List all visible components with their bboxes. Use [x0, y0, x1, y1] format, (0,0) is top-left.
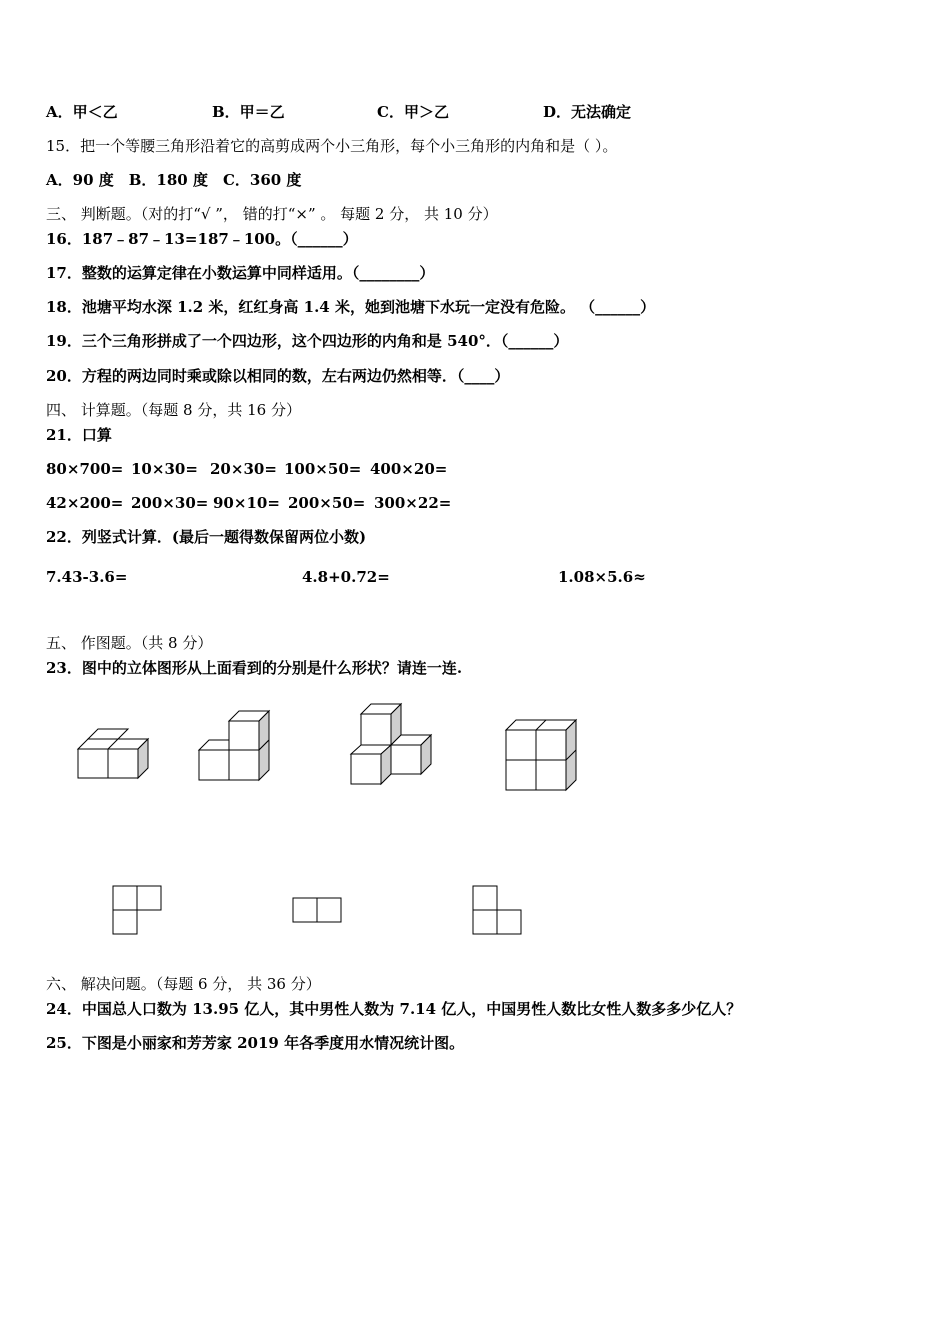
calc-item: 20×30=: [210, 460, 277, 478]
calc-item: 300×22=: [374, 494, 452, 512]
section4-title: 四、 计算题。（每题 8 分，共 16 分）: [46, 401, 301, 419]
q14-option-c: C．甲＞乙: [377, 103, 449, 121]
calc-item: 90×10=: [213, 494, 280, 512]
calc-item: 10×30=: [131, 460, 198, 478]
q14-option-b: B．甲＝乙: [212, 103, 285, 121]
solid-figure-2: [193, 708, 277, 786]
top-view-3: [470, 884, 524, 936]
q14-option-a: A．甲＜乙: [46, 103, 118, 121]
q25-text: 25．下图是小丽家和芳芳家 2019 年各季度用水情况统计图。: [46, 1034, 465, 1052]
calc-item: 200×30=: [131, 494, 209, 512]
solid-figure-1: [70, 722, 154, 784]
calc-item: 200×50=: [288, 494, 366, 512]
q17-text: 17．整数的运算定律在小数运算中同样适用。（________）: [46, 264, 435, 282]
calc-item: 400×20=: [370, 460, 448, 478]
vertical-calc-item: 7.43-3.6=: [46, 568, 128, 586]
q23-text: 23．图中的立体图形从上面看到的分别是什么形状？请连一连.: [46, 659, 463, 677]
q16-text: 16．187﹣87﹣13=187﹣100。（______）: [46, 230, 358, 248]
q15-options: A．90 度 B．180 度 C．360 度: [46, 171, 302, 189]
q18-text: 18．池塘平均水深 1.2 米，红红身高 1.4 米，她到池塘下水玩一定没有危险。 （______）: [46, 298, 656, 316]
q21-title: 21．口算: [46, 426, 112, 444]
top-view-1: [110, 884, 164, 936]
q19-text: 19．三个三角形拼成了一个四边形，这个四边形的内角和是 540°．（______）: [46, 332, 569, 350]
section6-title: 六、 解决问题。（每题 6 分， 共 36 分）: [46, 975, 321, 993]
calc-item: 42×200=: [46, 494, 124, 512]
calc-item: 80×700=: [46, 460, 124, 478]
section5-title: 五、 作图题。（共 8 分）: [46, 634, 213, 652]
solid-figure-3: [345, 700, 437, 790]
section3-title: 三、 判断题。（对的打“√ ”， 错的打“×” 。 每题 2 分， 共 10 分）: [46, 205, 498, 223]
solid-figure-4: [500, 716, 584, 796]
q20-text: 20．方程的两边同时乘或除以相同的数，左右两边仍然相等．（____）: [46, 367, 510, 385]
vertical-calc-item: 1.08×5.6≈: [558, 568, 646, 586]
q22-title: 22．列竖式计算．(最后一题得数保留两位小数): [46, 528, 367, 546]
q14-option-d: D．无法确定: [543, 103, 632, 121]
top-view-2: [290, 896, 344, 924]
q24-text: 24．中国总人口数为 13.95 亿人，其中男性人数为 7.14 亿人，中国男性人数比女性人数多多少亿人？: [46, 1000, 742, 1018]
q15-text: 15．把一个等腰三角形沿着它的高剪成两个小三角形，每个小三角形的内角和是（ ）。: [46, 137, 618, 155]
vertical-calc-item: 4.8+0.72=: [302, 568, 390, 586]
calc-item: 100×50=: [284, 460, 362, 478]
